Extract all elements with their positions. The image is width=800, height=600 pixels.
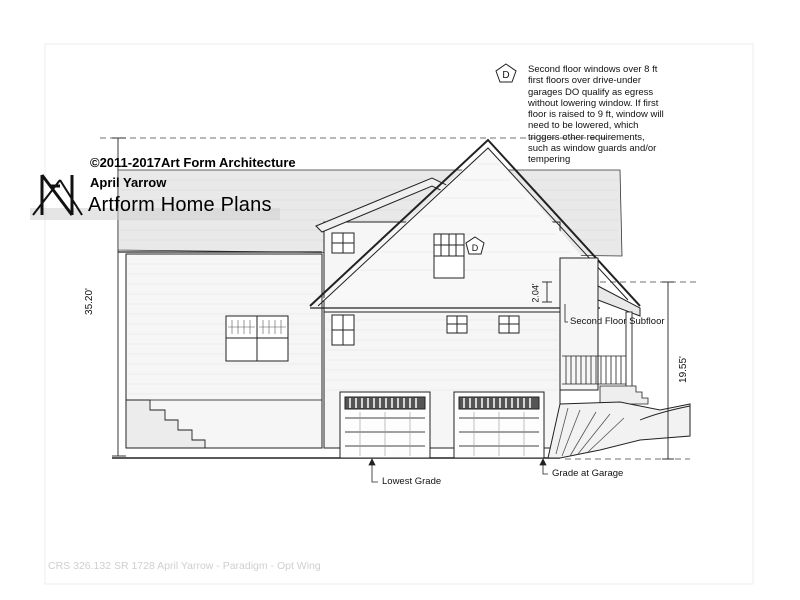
lowest-grade-callout: Lowest Grade (382, 476, 442, 487)
note-line: floor is raised to 9 ft, window will (528, 109, 664, 121)
window-mid-center (447, 316, 467, 333)
garage-door-left (340, 392, 430, 458)
footer-caption: CRS 326.132 SR 1728 April Yarrow - Paradigm - Opt Wing (48, 560, 321, 572)
copyright-text: ©2011-2017Art Form Architecture (90, 155, 296, 170)
window-mid-right (499, 316, 519, 333)
window-mid-left (332, 315, 354, 345)
note-line: Second floor windows over 8 ft (528, 64, 658, 75)
note-line: tempering (528, 154, 571, 166)
note-line: triggers other requirements, (528, 131, 645, 143)
window-marker-label: D (471, 243, 479, 253)
note-line: garages DO qualify as egress (528, 86, 654, 98)
egress-note (528, 64, 708, 166)
small-attic-window (332, 233, 354, 253)
garage-door-right (454, 392, 544, 458)
left-double-window (226, 316, 288, 361)
note-line: such as window guards and/or (528, 143, 657, 155)
brand-name: Artform Home Plans (88, 194, 272, 216)
note-marker-label: D (502, 70, 510, 81)
porch-stairs (600, 386, 648, 404)
overall-height-label: 35.20' (83, 288, 95, 315)
note-line: first floors over drive-under (528, 75, 641, 87)
grade-at-garage-callout: Grade at Garage (552, 468, 624, 479)
egress-window (434, 234, 464, 278)
note-line: need to be lowered, which (528, 120, 639, 132)
plan-name: April Yarrow (90, 175, 167, 190)
subfloor-callout: Second Floor Subfloor (570, 316, 665, 327)
subfloor-offset-label: 2.04' (530, 283, 541, 303)
garage-height-label: 19.55' (677, 356, 689, 383)
note-line: without lowering window. If first (528, 97, 659, 109)
